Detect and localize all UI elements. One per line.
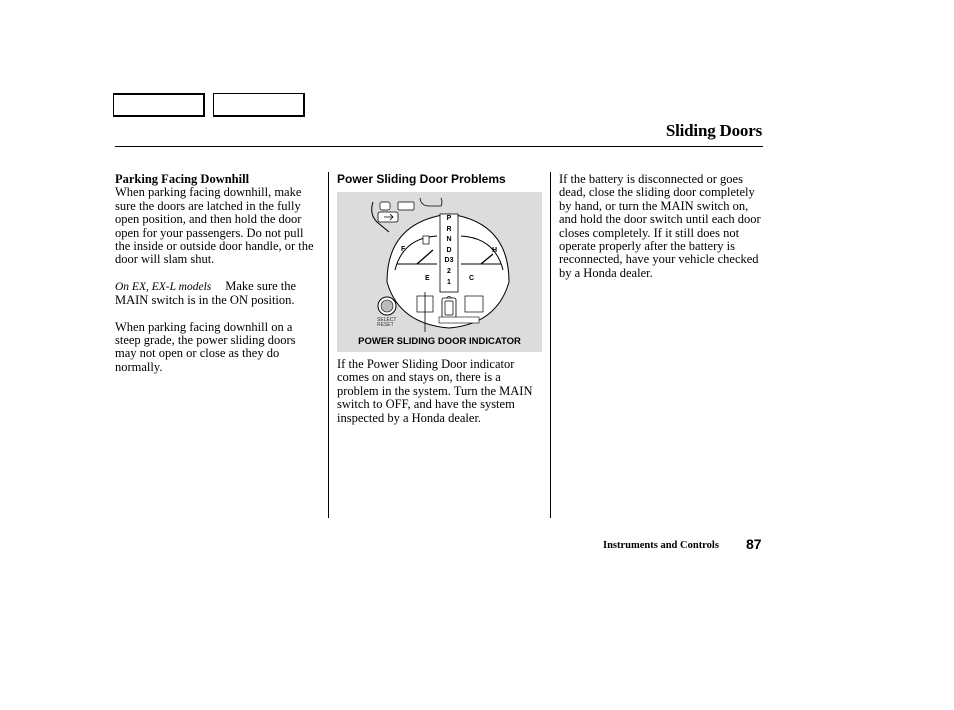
page-number: 87 xyxy=(746,536,762,552)
figure-caption: POWER SLIDING DOOR INDICATOR xyxy=(358,336,521,347)
models-note: On EX, EX-L models xyxy=(115,280,212,293)
paragraph: If the Power Sliding Door indicator comes on and stays on, there is a problem in the system. Turn the MAIN switch to OFF, and have the system inspected by a Honda dealer. xyxy=(337,357,533,425)
gear-p: P xyxy=(446,215,452,222)
column-divider-1 xyxy=(328,172,329,518)
paragraph: When parking facing downhill, make sure the doors are latched in the fully open position, and then hold the door open for your passengers. Do not pull the inside or outside door handle, or the door will slam shut. xyxy=(115,185,314,267)
column-divider-2 xyxy=(550,172,551,518)
gear-d3: D3 xyxy=(444,257,454,265)
gear-1: 1 xyxy=(447,278,451,286)
gauge-cluster-illustration xyxy=(337,192,542,334)
paragraph: If the battery is disconnected or goes dead, close the sliding door completely by hand, or turn the MAIN switch on, and hold the door switch until each door closes completely. If it still does not operate properly after the battery is reconnected, have your vehicle checked by a Honda dealer. xyxy=(559,172,761,280)
gear-d: D xyxy=(446,246,452,254)
header-tab-box-2 xyxy=(213,93,305,117)
footer-section-label: Instruments and Controls xyxy=(603,540,719,551)
paragraph-models xyxy=(115,280,320,308)
gear-position-list xyxy=(442,214,456,288)
gear-2: 2 xyxy=(447,267,451,275)
column-2 xyxy=(337,173,545,186)
title-rule xyxy=(115,146,763,147)
gear-r: R xyxy=(446,225,452,233)
column-2-text xyxy=(337,358,545,425)
section-heading-problems: Power Sliding Door Problems xyxy=(337,172,506,186)
select-reset-label: SELECT RESET xyxy=(377,317,397,328)
page-title: Sliding Doors xyxy=(665,121,762,140)
column-1 xyxy=(115,173,320,374)
header-tab-box-1 xyxy=(113,93,205,117)
fuel-full-label: F xyxy=(401,246,406,253)
temp-hot-label: H xyxy=(492,247,498,254)
fuel-empty-label: E xyxy=(425,275,430,282)
paragraph-text: Make sure the MAIN switch is in the ON position. xyxy=(115,278,297,308)
temp-cold-label: C xyxy=(469,275,475,282)
section-heading-parking: Parking Facing Downhill xyxy=(115,172,250,186)
gear-n: N xyxy=(446,236,452,244)
column-3 xyxy=(559,173,764,280)
paragraph: When parking facing downhill on a steep grade, the power sliding doors may not open or close as they do normally. xyxy=(115,319,296,374)
instrument-panel-figure xyxy=(337,192,542,352)
